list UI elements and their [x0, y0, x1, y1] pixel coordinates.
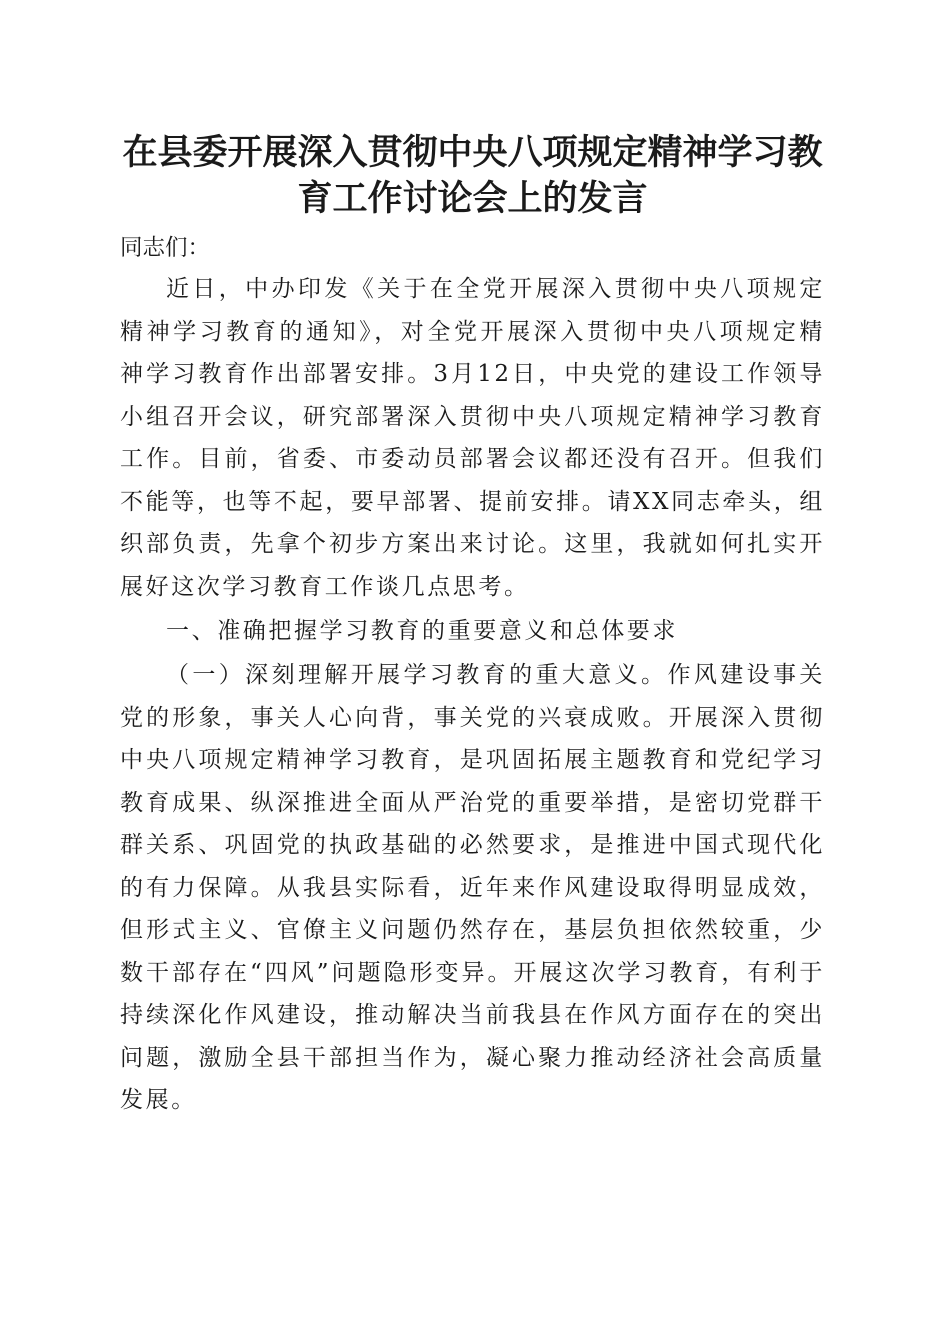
document-page — [120, 130, 825, 1122]
document-title: 在县委开展深入贯彻中央八项规定精神学习教育工作讨论会上的发言 — [122, 133, 823, 219]
section-heading: 一、准确把握学习教育的重要意义和总体要求 — [166, 618, 678, 644]
subsection-paragraph: （一）深刻理解开展学习教育的重大意义。作风建设事关党的形象，事关人心向背，事关党的兴衰成败。开展深入贯彻中央八项规定精神学习教育，是巩固拓展主题教育和党纪学习教育成果、纵深推进全面从严治党的重要举措，是密切党群干群关系、巩固党的执政基础的必然要求，是推进中国式现代化的有力保障。从我县实际看，近年来作风建设取得明显成效，但形式主义、官僚主义问题仍然存在，基层负担依然较重，少数干部存在“四风”问题隐形变异。开展这次学习教育，有利于持续深化作风建设，推动解决当前我县在作风方面存在的突出问题，激励全县干部担当作为，凝心聚力推动经济社会高质量发展。 — [120, 662, 825, 1113]
salutation: 同志们： — [120, 235, 211, 261]
intro-paragraph: 近日，中办印发《关于在全党开展深入贯彻中央八项规定精神学习教育的通知》，对全党开展深入贯彻中央八项规定精神学习教育作出部署安排。3月12日，中央党的建设工作领导小组召开会议，研究部署深入贯彻中央八项规定精神学习教育工作。目前，省委、市委动员部署会议都还没有召开。但我们不能等，也等不起，要早部署、提前安排。请XX同志牵头，组织部负责，先拿个初步方案出来讨论。这里，我就如何扎实开展好这次学习教育工作谈几点思考。 — [120, 276, 825, 600]
